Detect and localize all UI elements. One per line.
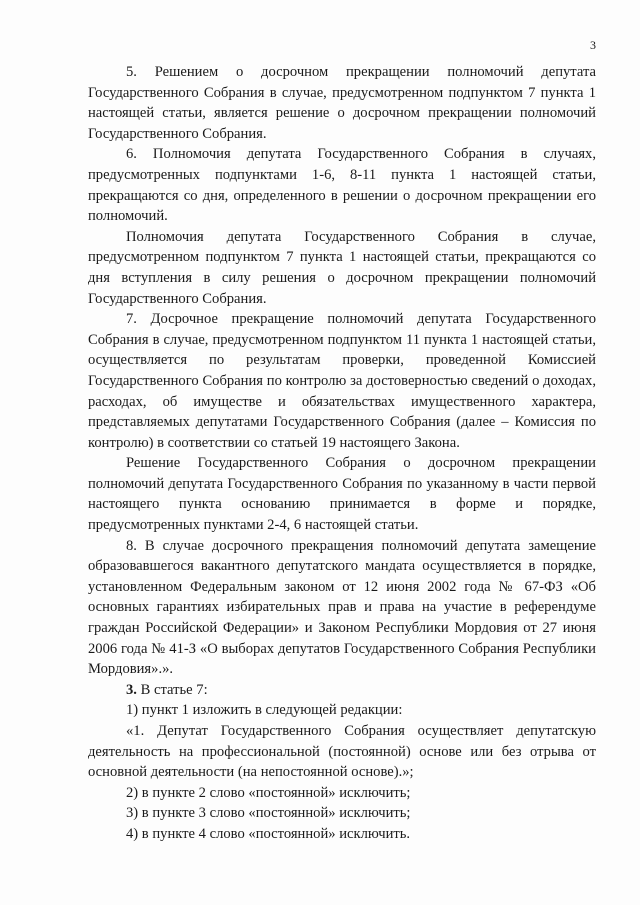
paragraph-6-part-2: Полномочия депутата Государственного Собрания в случае, предусмотренном подпунктом 7 пункта 1 настоящей статьи, прекращаются со дня вступления в силу решения о досрочном прекращении полномочий Государственного Собрания. [88, 228, 596, 307]
list-item: 3) в пункте 3 слово «постоянной» исключить; [126, 805, 411, 822]
list-item: «1. Депутат Государственного Собрания осуществляет депутатскую деятельность на профессиональной (постоянной) основе или без отрыва от основной деятельности (на непостоянной основе).»; [88, 723, 596, 781]
paragraph-7-part-2: Решение Государственного Собрания о досрочном прекращении полномочий депутата Государственного Собрания по указанному в части первой настоящего пункта основанию принимается в форме и порядке, предусмотренных пунктами 2-4, 6 настоящей статьи. [88, 455, 596, 534]
list-item: 2) в пункте 2 слово «постоянной» исключить; [126, 784, 411, 801]
article-7-heading [88, 680, 596, 701]
list-item: 4) в пункте 4 слово «постоянной» исключить. [126, 825, 411, 842]
paragraph-6: 6. Полномочия депутата Государственного Собрания в случаях, предусмотренных подпунктами 1-6, 8-11 пункта 1 настоящей статьи, прекращаются со дня, определенного в решении о досрочном прекращении его полномочий. [88, 146, 596, 225]
document-body [88, 62, 596, 845]
list-item: 1) пункт 1 изложить в следующей редакции: [126, 702, 403, 719]
article-7-heading-number: 3. [126, 681, 137, 698]
paragraph-8: 8. В случае досрочного прекращения полномочий депутата замещение образовавшегося вакантного депутатского мандата осуществляется в порядке, установленном Федеральным законом от 12 июня 2002 года № 67-ФЗ «Об основных гарантиях избирательных прав и права на участие в референдуме граждан Российской Федерации» и Законом Республики Мордовия от 27 июня 2006 года № 41-З «О выборах депутатов Государственного Собрания Республики Мордовия».». [88, 537, 596, 678]
paragraph-7: 7. Досрочное прекращение полномочий депутата Государственного Собрания в случае, предусмотренном подпунктом 11 пункта 1 настоящей статьи, осуществляется по результатам проверки, проведенной Комиссией Государственного Собрания по контролю за достоверностью сведений о доходах, расходах, об имуществе и обязательствах имущественного характера, представляемых депутатами Государственного Собрания (далее – Комиссия по контролю) в соответствии со статьей 19 настоящего Закона. [88, 311, 596, 451]
paragraph-5: 5. Решением о досрочном прекращении полномочий депутата Государственного Собрания в случае, предусмотренном подпунктом 7 пункта 1 настоящей статьи, является решение о досрочном прекращении полномочий Государственного Собрания. [88, 64, 596, 142]
article-7-heading-text: В статье 7: [136, 681, 208, 698]
page-number: 3 [590, 38, 596, 52]
